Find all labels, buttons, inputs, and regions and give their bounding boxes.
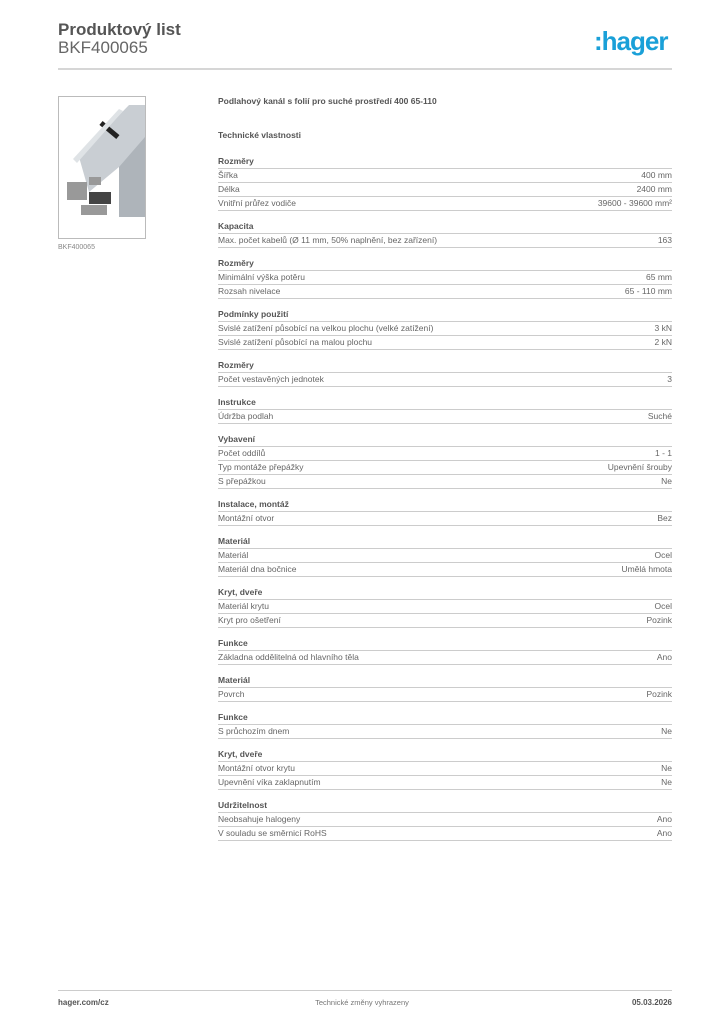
spec-label: Údržba podlah [218, 411, 274, 421]
spec-row [218, 651, 672, 665]
spec-section-header: Kryt, dveře [218, 748, 672, 762]
spec-section-header: Podmínky použití [218, 308, 672, 322]
spec-row [218, 285, 672, 299]
spec-section [218, 155, 672, 211]
spec-row [218, 827, 672, 841]
spec-section [218, 308, 672, 350]
spec-row [218, 447, 672, 461]
spec-label: Max. počet kabelů (Ø 11 mm, 50% naplnění, bez zařízení) [218, 235, 438, 245]
spec-label: Montážní otvor [218, 513, 275, 523]
spec-section [218, 711, 672, 739]
spec-section [218, 799, 672, 841]
spec-value: 400 mm [641, 170, 672, 180]
spec-row [218, 776, 672, 790]
spec-value: Umělá hmota [621, 564, 672, 574]
spec-row [218, 271, 672, 285]
spec-label: Počet vestavěných jednotek [218, 374, 324, 384]
spec-value: 2400 mm [636, 184, 672, 194]
spec-section [218, 637, 672, 665]
spec-value: Ne [661, 777, 672, 787]
footer-note: Technické změny vyhrazeny [315, 998, 409, 1007]
spec-section-header: Instalace, montáž [218, 498, 672, 512]
spec-row [218, 322, 672, 336]
spec-section [218, 257, 672, 299]
spec-value: Ano [656, 828, 672, 838]
spec-label: Materiál krytu [218, 601, 270, 611]
spec-value: Ne [661, 726, 672, 736]
spec-section-header: Kryt, dveře [218, 586, 672, 600]
spec-label: Minimální výška potěru [218, 272, 305, 282]
spec-section-header: Vybavení [218, 433, 672, 447]
spec-section [218, 674, 672, 702]
spec-label: Rozsah nivelace [218, 286, 281, 296]
spec-label: Kryt pro ošetření [218, 615, 281, 625]
spec-label: Upevnění víka zaklapnutím [218, 777, 321, 787]
spec-row [218, 197, 672, 211]
spec-value: 65 - 110 mm [624, 286, 672, 296]
spec-value: Ano [656, 814, 672, 824]
spec-value: 2 kN [654, 337, 672, 347]
spec-row [218, 234, 672, 248]
spec-label: Základna oddělitelná od hlavního těla [218, 652, 359, 662]
spec-row [218, 762, 672, 776]
spec-section [218, 586, 672, 628]
header-divider [58, 68, 672, 70]
spec-label: Šířka [218, 170, 238, 180]
spec-row [218, 512, 672, 526]
spec-value: Ano [656, 652, 672, 662]
spec-label: Svislé zatížení působící na velkou plochu (velké zatížení) [218, 323, 434, 333]
spec-section-header: Kapacita [218, 220, 672, 234]
spec-row [218, 549, 672, 563]
footer-divider [58, 990, 672, 991]
spec-value: Ocel [654, 550, 672, 560]
spec-value: 1 - 1 [654, 448, 672, 458]
spec-section-header: Instrukce [218, 396, 672, 410]
spec-value: Ne [661, 476, 672, 486]
spec-row [218, 813, 672, 827]
spec-value: 3 [667, 374, 672, 384]
spec-value: Suché [647, 411, 672, 421]
spec-value: 65 mm [646, 272, 672, 282]
spec-section-header: Funkce [218, 711, 672, 725]
spec-section-header: Materiál [218, 674, 672, 688]
spec-section-header: Funkce [218, 637, 672, 651]
spec-section-header: Rozměry [218, 155, 672, 169]
spec-section [218, 535, 672, 577]
spec-row [218, 614, 672, 628]
spec-label: Délka [218, 184, 240, 194]
section-title: Technické vlastnosti [218, 130, 301, 140]
spec-label: S průchozím dnem [218, 726, 290, 736]
spec-label: Materiál [218, 550, 249, 560]
footer-website-link[interactable]: hager.com/cz [58, 998, 109, 1007]
spec-row [218, 410, 672, 424]
spec-label: Povrch [218, 689, 245, 699]
spec-section-header: Rozměry [218, 257, 672, 271]
spec-row [218, 725, 672, 739]
product-image [58, 96, 146, 239]
spec-value: Upevnění šrouby [607, 462, 672, 472]
spec-value: Bez [657, 513, 672, 523]
spec-row [218, 461, 672, 475]
spec-label: Vnitřní průřez vodiče [218, 198, 296, 208]
spec-row [218, 373, 672, 387]
spec-value: 39600 - 39600 mm² [597, 198, 672, 208]
hager-logo: :hager [594, 26, 668, 56]
spec-section-header: Udržitelnost [218, 799, 672, 813]
spec-section [218, 220, 672, 248]
spec-value: Ne [661, 763, 672, 773]
spec-label: S přepážkou [218, 476, 266, 486]
spec-row [218, 688, 672, 702]
spec-row [218, 600, 672, 614]
spec-label: Neobsahuje halogeny [218, 814, 301, 824]
spec-section [218, 498, 672, 526]
spec-row [218, 169, 672, 183]
spec-section [218, 748, 672, 790]
spec-value: Pozink [646, 615, 672, 625]
footer-date: 05.03.2026 [631, 998, 672, 1007]
spec-section [218, 396, 672, 424]
page-title: Produktový list [58, 20, 181, 39]
image-caption: BKF400065 [58, 244, 95, 251]
spec-section [218, 433, 672, 489]
spec-section [218, 359, 672, 387]
spec-row [218, 183, 672, 197]
spec-value: Pozink [646, 689, 672, 699]
spec-label: Typ montáže přepážky [218, 462, 304, 472]
spec-section-header: Materiál [218, 535, 672, 549]
spec-row [218, 563, 672, 577]
spec-section-header: Rozměry [218, 359, 672, 373]
product-id: BKF400065 [58, 38, 148, 57]
spec-label: Montážní otvor krytu [218, 763, 296, 773]
spec-label: V souladu se směrnicí RoHS [218, 828, 327, 838]
spec-value: Ocel [654, 601, 672, 611]
spec-label: Svislé zatížení působící na malou plochu [218, 337, 373, 347]
spec-row [218, 336, 672, 350]
spec-label: Materiál dna bočnice [218, 564, 297, 574]
spec-value: 3 kN [654, 323, 672, 333]
product-title: Podlahový kanál s folií pro suché prostředí 400 65-110 [218, 96, 437, 106]
spec-value: 163 [657, 235, 672, 245]
spec-label: Počet oddílů [218, 448, 266, 458]
spec-table [218, 155, 672, 850]
spec-row [218, 475, 672, 489]
